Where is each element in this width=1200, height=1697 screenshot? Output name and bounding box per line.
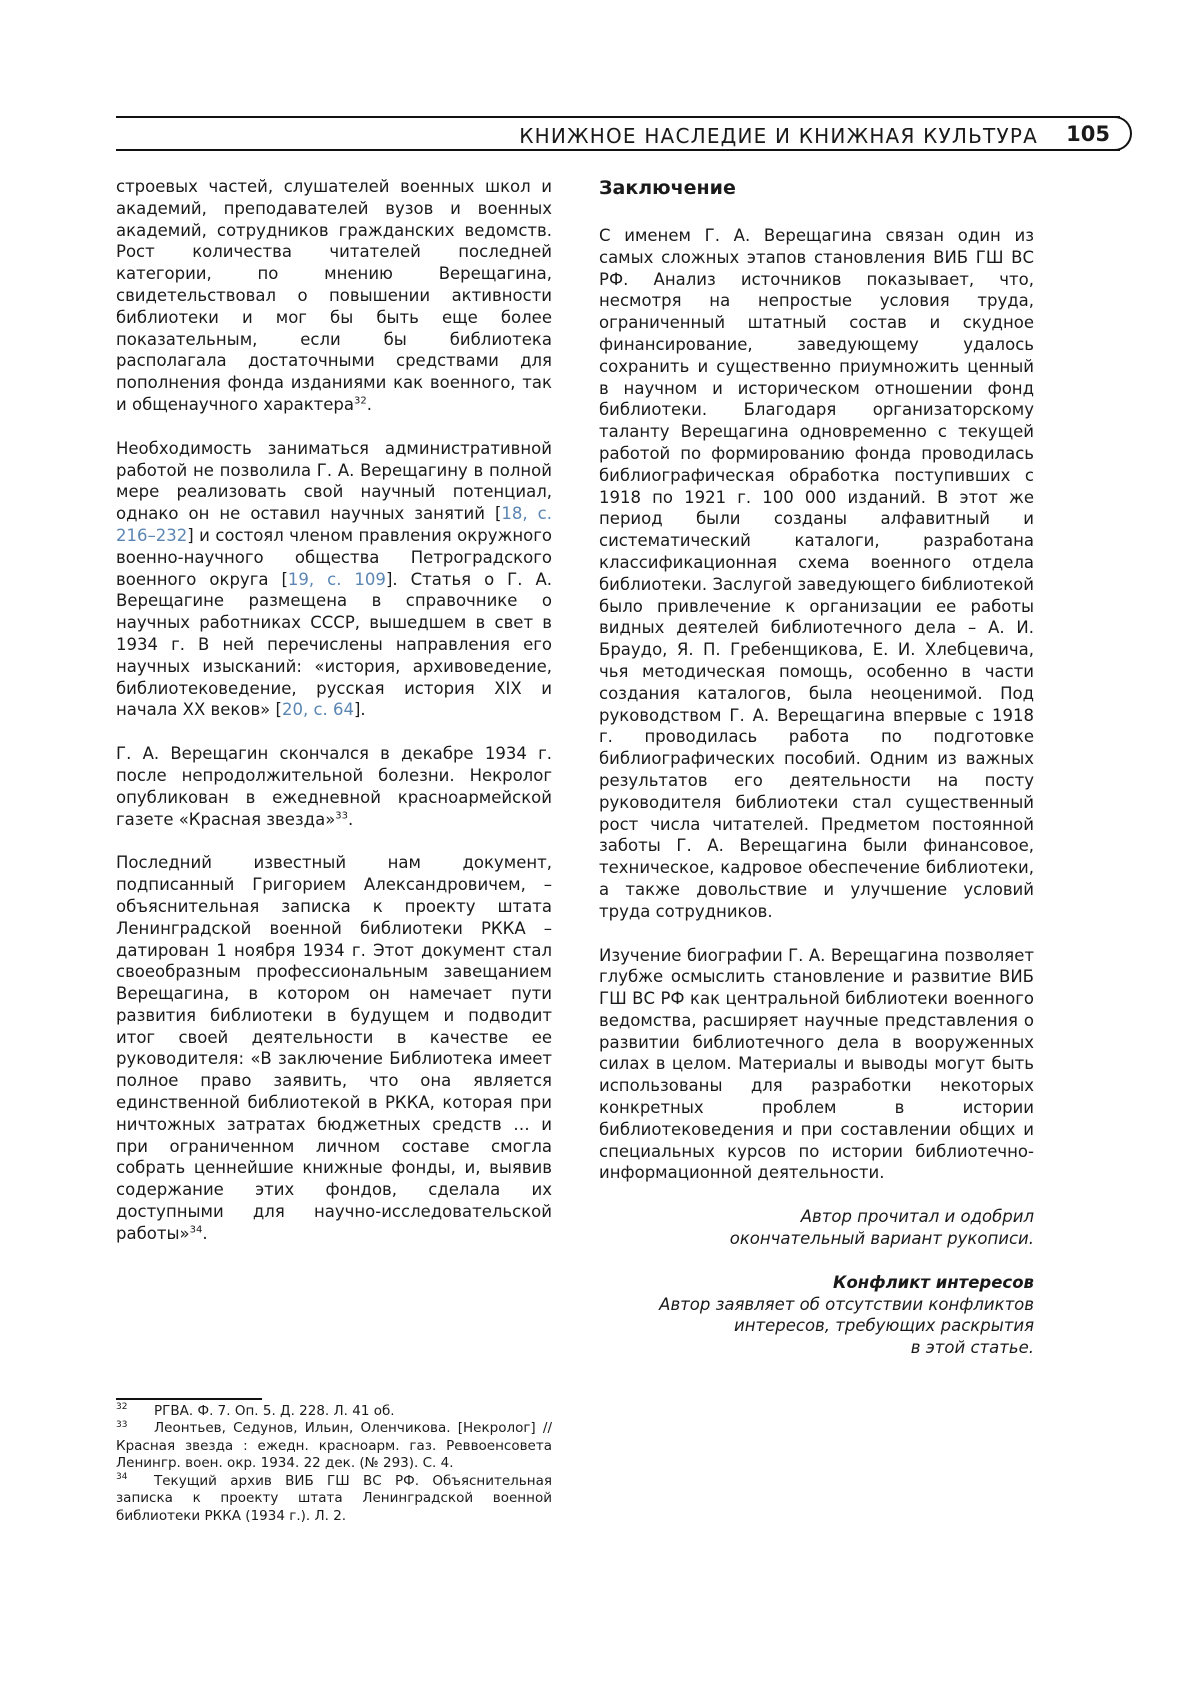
left-column: [116, 176, 552, 1267]
paragraph-readers: строевых частей, слушателей военных школ и академий, преподавателей вузов и военных академий, сотрудников гражданских ведомств. Рост количества читателей последней категории, по мнению Верещагина, свидетельствовал о повышении активности библиотеки и мог бы быть еще более показательным, если бы библиотека располагала достаточными средствами для пополнения фонда изданиями как военного, так и общенаучного характера$^{32}$.: [116, 177, 552, 414]
footnote-ref-34[interactable]: 34: [189, 1224, 203, 1236]
paragraph-conclusion-1: С именем Г. А. Верещагина связан один из самых сложных этапов становления ВИБ ГШ ВС РФ. Анализ источников показывает, что, несмотря на непростые условия труда, ограниченный штатный состав и скудное финансирование, заведующему удалось сохранить и существенно приумножить ценный в научном и историческом отношении фонд библиотеки. Благодаря организаторскому таланту Верещагина одновременно с текущей работой по формированию фонда проводилась библиографическая обработка поступивших с 1918 по 1921 г. 100 000 изданий. В этот же период были созданы алфавитный и систематический каталоги, разработана классификационная схема военного отдела библиотеки. Заслугой заведующего библиотекой было привлечение к организации ее работы видных деятелей библиотечного дела – А. И. Браудо, Я. П. Гребенщикова, Е. И. Хлебцевича, чья методическая помощь, особенно в части создания каталогов, была неоценимой. Под руководством Г. А. Верещагина впервые с 1918 г. проводилась работа по подготовке библиографических пособий. Одним из важных результатов его деятельности на посту руководителя библиотеки стал существенный рост числа читателей. Предметом постоянной заботы Г. А. Верещагина были финансовое, техническое, кадровое обеспечение библиотеки, а также довольствие и улучшение условий труда сотрудников.: [599, 226, 1034, 921]
paragraph-scientific-work: Необходимость заниматься административной работой не позволила Г. А. Верещагину в полной мере реализовать свой научный потенциал, однако он не оставил научных занятий [18, с. 216–232] и состоял членом правления окружного военно-научного общества Петроградского военного округа [19, с. 109]. Статья о Г. А. Верещагине размещена в справочнике о научных работниках СССР, вышедшем в свет в 1934 г. В ней перечислены направления его научных изысканий: «история, архивоведение, библиотековедение, русская история XIX и начала XX веков» [20, с. 64].: [116, 438, 553, 720]
citation-link-18[interactable]: 18, с. 216–232: [116, 504, 552, 545]
author-notes: [599, 1206, 1034, 1359]
footnote-34: 34 Текущий архив ВИБ ГШ ВС РФ. Объяснительная записка к проекту штата Ленинградской военной библиотеки РККА (1934 г.). Л. 2.: [116, 1472, 552, 1524]
paragraph-death: Г. А. Верещагин скончался в декабре 1934 г. после непродолжительной болезни. Некролог опубликован в ежедневной красноармейской газете «Красная звезда»$^{33}$.: [116, 744, 552, 829]
right-column: [599, 176, 1034, 1359]
page-number: 105: [1066, 122, 1110, 146]
approval-note: Автор прочитал и одобрил окончательный вариант рукописи.: [729, 1207, 1034, 1249]
conclusion-heading: Заключение: [599, 177, 736, 199]
footnotes: [116, 1398, 552, 1525]
footnote-33: 33 Леонтьев, Седунов, Ильин, Оленчикова. [Некролог] // Красная звезда : ежедн. красноарм. газ. Реввоенсовета Ленингр. воен. окр. 1934. 22 дек. (№ 293). С. 4.: [116, 1419, 552, 1471]
running-header: [116, 116, 1132, 150]
footnote-32: 32 РГВА. Ф. 7. Оп. 5. Д. 228. Л. 41 об.: [116, 1402, 395, 1419]
footnote-ref-33[interactable]: 33: [335, 810, 349, 822]
paragraph-last-document: Последний известный нам документ, подписанный Григорием Александровичем, – объяснительная записка к проекту штата Ленинградской военной библиотеки РККА – датирован 1 ноября 1934 г. Этот документ стал своеобразным профессиональным завещанием Верещагина, в котором он намечает пути развития библиотеки в будущем и подводит итог своей деятельности в качестве ее руководителя: «В заключение Библиотека имеет полное право заявить, что она является единственной библиотекой в РККА, которая при ничтожных затратах бюджетных средств … и при ограниченном личном составе смогла собрать ценнейшие книжные фонды, и, выявив содержание этих фондов, сделала их доступными для научно-исследовательской работы»$^{34}$.: [116, 853, 552, 1243]
citation-link-20[interactable]: 20, с. 64: [281, 700, 354, 720]
conflict-note: Конфликт интересов Автор заявляет об отсутствии конфликтов интересов, требующих раскрытия в этой статье.: [599, 1272, 1034, 1359]
citation-link-19[interactable]: 19, с. 109: [287, 569, 386, 589]
footnote-rule: [116, 1398, 262, 1400]
header-rule-top: [116, 116, 1120, 118]
header-page-tab: [1112, 116, 1132, 151]
paragraph-conclusion-2: Изучение биографии Г. А. Верещагина позволяет глубже осмыслить становление и развитие ВИБ ГШ ВС РФ как центральной библиотеки военного ведомства, расширяет научные представления о развитии библиотечного дела в вооруженных силах в целом. Материалы и выводы могут быть использованы для разработки некоторых конкретных проблем в истории библиотековедения и при составлении общих и специальных курсов по истории библиотечно-информационной деятельности.: [599, 945, 1034, 1183]
conflict-title: Конфликт интересов: [832, 1272, 1034, 1292]
header-rule-bottom: [116, 149, 1120, 151]
section-title-header: КНИЖНОЕ НАСЛЕДИЕ И КНИЖНАЯ КУЛЬТУРА: [519, 124, 1038, 148]
footnote-ref-32[interactable]: 32: [354, 395, 367, 407]
